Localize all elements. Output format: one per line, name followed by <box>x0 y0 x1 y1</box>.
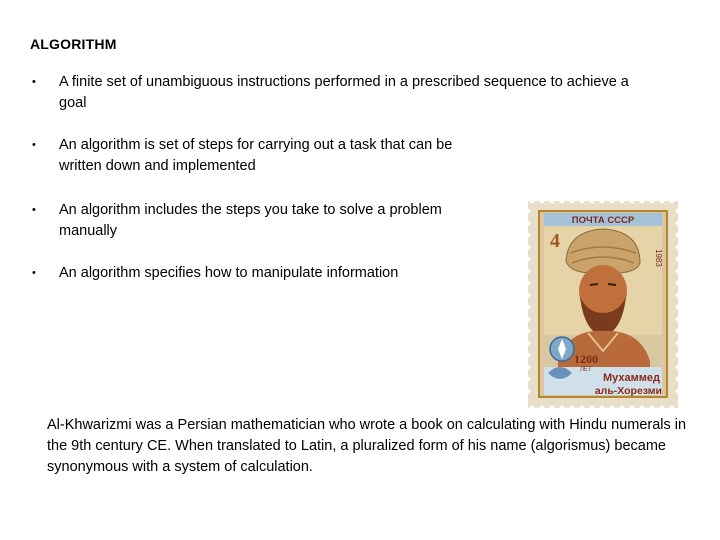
bullet-item <box>30 135 499 177</box>
bullet-marker: • <box>32 139 36 151</box>
bullet-item <box>30 263 499 284</box>
bullet-text: An algorithm specifies how to manipulate information <box>59 265 399 281</box>
stamp-anniversary: 1200 <box>574 352 598 366</box>
al-khwarizmi-stamp <box>528 201 678 408</box>
stamp-value: 4 <box>550 230 560 252</box>
bullet-text: An algorithm includes the steps you take to solve a problem manually <box>59 202 442 239</box>
stamp-caption: Al-Khwarizmi was a Persian mathematician who wrote a book on calculating with Hindu numerals in the 9th century CE. When translated to Latin, a pluralized form of his name (algorismus) became synonymous with a system of calculation. <box>47 417 687 475</box>
bullet-marker: • <box>32 267 36 279</box>
stamp-year: 1983 <box>654 249 663 267</box>
bullet-marker: • <box>32 76 36 88</box>
bullet-text: An algorithm is set of steps for carrying out a task that can be written down and implemented <box>59 137 453 174</box>
stamp-name-second: аль-Хорезми <box>594 385 662 397</box>
slide-title: ALGORITHM <box>30 36 117 52</box>
bullet-item <box>30 200 499 242</box>
stamp-name-first: Мухаммед <box>602 372 660 384</box>
stamp-top-text: ПОЧТА СССР <box>571 215 635 226</box>
bullet-text: A finite set of unambiguous instructions performed in a prescribed sequence to achieve a goal <box>59 74 629 111</box>
stamp-anniversary-sub: ЛЕТ <box>580 367 592 373</box>
bullet-item <box>30 72 649 114</box>
bullet-marker: • <box>32 204 36 216</box>
